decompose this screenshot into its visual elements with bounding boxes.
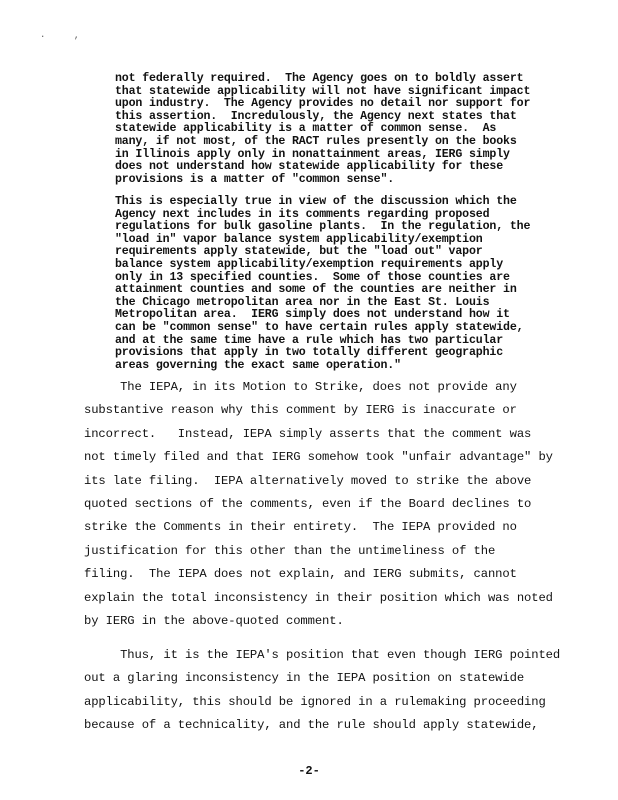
text-line: regulations for bulk gasoline plants. In the regulation, the: [115, 220, 531, 234]
text-line: only in 13 specified counties. Some of those counties are: [115, 270, 510, 284]
text-line: The IEPA, in its Motion to Strike, does not provide any: [84, 380, 517, 394]
text-line: not timely filed and that IERG somehow took "unfair advantage" by: [84, 450, 553, 465]
text-line: This is especially true in view of the discussion which the: [115, 195, 517, 208]
text-line: this assertion. Incredulously, the Agency next states that: [115, 109, 517, 123]
text-line: statewide applicability is a matter of common sense. As: [115, 122, 497, 136]
text-line: applicability, this should be ignored in a rulemaking proceeding: [84, 694, 546, 709]
text-line: does not understand how statewide applicability for these: [115, 160, 504, 174]
text-line: and at the same time have a rule which has two particular: [115, 333, 504, 347]
text-line: "load in" vapor balance system applicability/exemption: [115, 232, 483, 246]
text-line: explain the total inconsistency in their position which was noted: [84, 590, 553, 605]
text-line: not federally required. The Agency goes on to boldly assert: [115, 72, 524, 85]
text-line: filing. The IEPA does not explain, and IERG submits, cannot: [84, 567, 517, 582]
text-line: that statewide applicability will not have significant impact: [115, 84, 531, 98]
text-line: Agency next includes in its comments regarding proposed: [115, 207, 490, 221]
text-line: incorrect. Instead, IEPA simply asserts that the comment was: [84, 426, 532, 441]
text-line: provisions is a matter of "common sense".: [115, 172, 395, 186]
scan-mark: ,: [74, 31, 80, 41]
text-line: requirements apply statewide, but the "load out" vapor: [115, 245, 483, 259]
page-number: -2-: [298, 764, 320, 778]
text-line: in Illinois apply only in nonattainment areas, IERG simply: [115, 147, 510, 161]
text-line: out a glaring inconsistency in the IEPA position on statewide: [84, 671, 525, 686]
text-line: because of a technicality, and the rule should apply statewide,: [84, 718, 539, 733]
scan-mark: .: [40, 30, 46, 40]
text-line: strike the Comments in their entirety. The IEPA provided no: [84, 520, 517, 535]
text-line: upon industry. The Agency provides no detail nor support for: [115, 97, 531, 111]
text-line: Metropolitan area. IERG simply does not understand how it: [115, 308, 510, 322]
text-line: can be "common sense" to have certain rules apply statewide,: [115, 320, 524, 334]
text-line: attainment counties and some of the counties are neither in: [115, 283, 517, 297]
text-line: balance system applicability/exemption requirements apply: [115, 257, 504, 271]
text-line: quoted sections of the comments, even if the Board declines to: [84, 496, 532, 511]
text-line: substantive reason why this comment by IERG is inaccurate or: [84, 403, 517, 418]
text-line: its late filing. IEPA alternatively moved to strike the above: [84, 473, 532, 488]
quoted-paragraph-1: [115, 73, 570, 186]
text-line: justification for this other than the untimeliness of the: [84, 543, 496, 558]
text-line: many, if not most, of the RACT rules presently on the books: [115, 134, 517, 148]
text-line: Thus, it is the IEPA's position that even though IERG pointed: [84, 648, 561, 662]
text-line: areas governing the exact same operation.": [115, 358, 401, 372]
text-line: provisions that apply in two totally different geographic: [115, 346, 504, 360]
body-paragraph-2: [84, 644, 584, 738]
text-line: the Chicago metropolitan area nor in the East St. Louis: [115, 295, 490, 309]
quoted-paragraph-2: [115, 196, 570, 372]
body-paragraph-1: [84, 376, 584, 633]
text-line: by IERG in the above-quoted comment.: [84, 613, 344, 628]
